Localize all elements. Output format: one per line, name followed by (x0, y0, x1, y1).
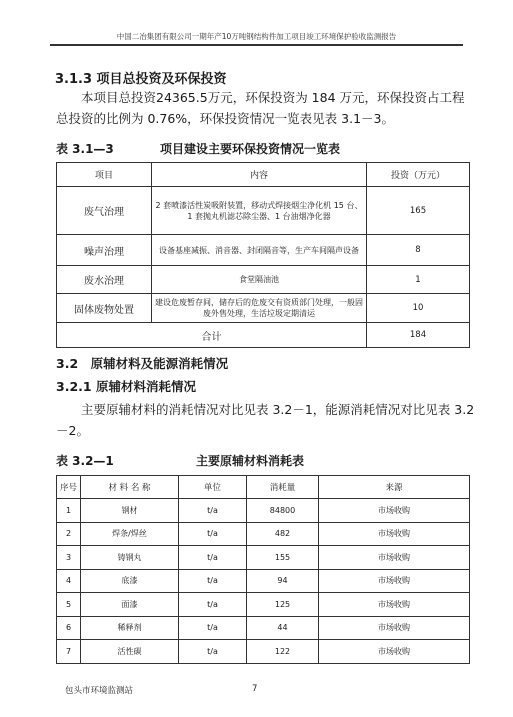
section-heading-3-2: 3.2 原辅材料及能源消耗情况 (56, 356, 229, 371)
quantity-cell: 155 (247, 546, 319, 570)
paragraph-line: 主要原辅材料的消耗情况对比见表 3.2－1，能源消耗情况对比见表 3.2 (81, 402, 475, 417)
no-cell: 3 (57, 546, 81, 570)
unit-cell: t/a (179, 522, 247, 546)
amount-cell: 10 (367, 294, 470, 323)
unit-cell: t/a (179, 499, 247, 523)
unit-cell: t/a (179, 569, 247, 593)
paragraph-line: －2。 (56, 423, 89, 438)
quantity-cell: 44 (247, 616, 319, 640)
item-cell: 废气治理 (57, 187, 152, 235)
source-cell: 市场收购 (319, 546, 470, 570)
unit-cell: t/a (179, 546, 247, 570)
page-header: 中国二冶集团有限公司一期年产10万吨钢结构件加工项目竣工环境保护验收监测报告 (50, 31, 463, 46)
item-cell: 噪声治理 (57, 235, 152, 266)
content-cell: 建设危废暂存间，储存后的危废交有资质部门处理，一般固废外售处理，生活垃圾定期清运 (152, 294, 367, 323)
table1-caption (56, 140, 341, 157)
investment-paragraph (56, 87, 465, 129)
no-cell: 6 (57, 616, 81, 640)
amount-cell: 1 (367, 266, 470, 294)
source-cell: 市场收购 (319, 640, 470, 664)
source-cell: 市场收购 (319, 593, 470, 617)
table2-caption (56, 452, 305, 469)
material-cell: 焊条/焊丝 (81, 522, 179, 546)
footer-org: 包头市环境监测站 (65, 686, 134, 696)
amount-cell: 8 (367, 235, 470, 266)
material-cell: 铸钢丸 (81, 546, 179, 570)
table-row (57, 640, 470, 664)
header-cell: 项目 (57, 163, 152, 187)
table-row (57, 499, 470, 523)
material-cell: 稀释剂 (81, 616, 179, 640)
unit-cell: t/a (179, 616, 247, 640)
paragraph-line: 本项目总投资24365.5万元，环保投资为 184 万元，环保投资占工程 (81, 90, 465, 105)
env-investment-table (56, 162, 470, 348)
quantity-cell: 122 (247, 640, 319, 664)
table-row (57, 569, 470, 593)
section-heading-3-2-1: 3.2.1 原辅材料消耗情况 (56, 379, 196, 394)
quantity-cell: 125 (247, 593, 319, 617)
content-cell: 食堂隔油池 (152, 266, 367, 294)
material-cell: 活性碳 (81, 640, 179, 664)
no-cell: 1 (57, 499, 81, 523)
header-cell: 来源 (319, 476, 470, 499)
header-cell: 序号 (57, 476, 81, 499)
table-row (57, 593, 470, 617)
header-cell: 内容 (152, 163, 367, 187)
item-cell: 固体废物处置 (57, 294, 152, 323)
content-cell: 设备基座减振、消音器、封闭隔音等，生产车间隔声设备 (152, 235, 367, 266)
table1-caption-title: 项目建设主要环保投资情况一览表 (160, 142, 341, 156)
table-row (57, 616, 470, 640)
table-row (57, 266, 470, 294)
item-cell: 废水治理 (57, 266, 152, 294)
header-cell: 消耗量 (247, 476, 319, 499)
table-row (57, 235, 470, 266)
amount-cell: 165 (367, 187, 470, 235)
section-heading-3-1-3: 3.1.3 项目总投资及环保投资 (55, 72, 227, 87)
table2-caption-title: 主要原辅材料消耗表 (196, 454, 305, 468)
no-cell: 2 (57, 522, 81, 546)
header-cell: 材 料 名 称 (81, 476, 179, 499)
table-row (57, 546, 470, 570)
table-row (57, 294, 470, 323)
no-cell: 4 (57, 569, 81, 593)
table2-caption-number: 表 3.2—1 (56, 454, 114, 468)
no-cell: 7 (57, 640, 81, 664)
source-cell: 市场收购 (319, 499, 470, 523)
material-cell: 底漆 (81, 569, 179, 593)
source-cell: 市场收购 (319, 569, 470, 593)
quantity-cell: 482 (247, 522, 319, 546)
content-cell: 2 套喷漆活性炭吸附装置，移动式焊接烟尘净化机 15 台、1 套抛丸机滤芯除尘器、1 台油烟净化器 (152, 187, 367, 235)
source-cell: 市场收购 (319, 522, 470, 546)
quantity-cell: 84800 (247, 499, 319, 523)
table-total-row (57, 323, 470, 348)
materials-paragraph (56, 399, 474, 441)
table-row (57, 187, 470, 235)
table-header-row (57, 476, 470, 499)
total-label-cell: 合计 (57, 323, 367, 348)
unit-cell: t/a (179, 640, 247, 664)
no-cell: 5 (57, 593, 81, 617)
material-cell: 面漆 (81, 593, 179, 617)
table-header-row (57, 163, 470, 187)
unit-cell: t/a (179, 593, 247, 617)
source-cell: 市场收购 (319, 616, 470, 640)
header-cell: 单位 (179, 476, 247, 499)
raw-materials-table (56, 475, 470, 664)
table1-caption-number: 表 3.1—3 (56, 142, 114, 156)
page-number: 7 (252, 684, 258, 694)
total-value-cell: 184 (367, 323, 470, 348)
table-row (57, 522, 470, 546)
material-cell: 钢材 (81, 499, 179, 523)
quantity-cell: 94 (247, 569, 319, 593)
paragraph-line: 总投资的比例为 0.76%，环保投资情况一览表见表 3.1－3。 (56, 111, 394, 126)
header-cell: 投资（万元） (367, 163, 470, 187)
